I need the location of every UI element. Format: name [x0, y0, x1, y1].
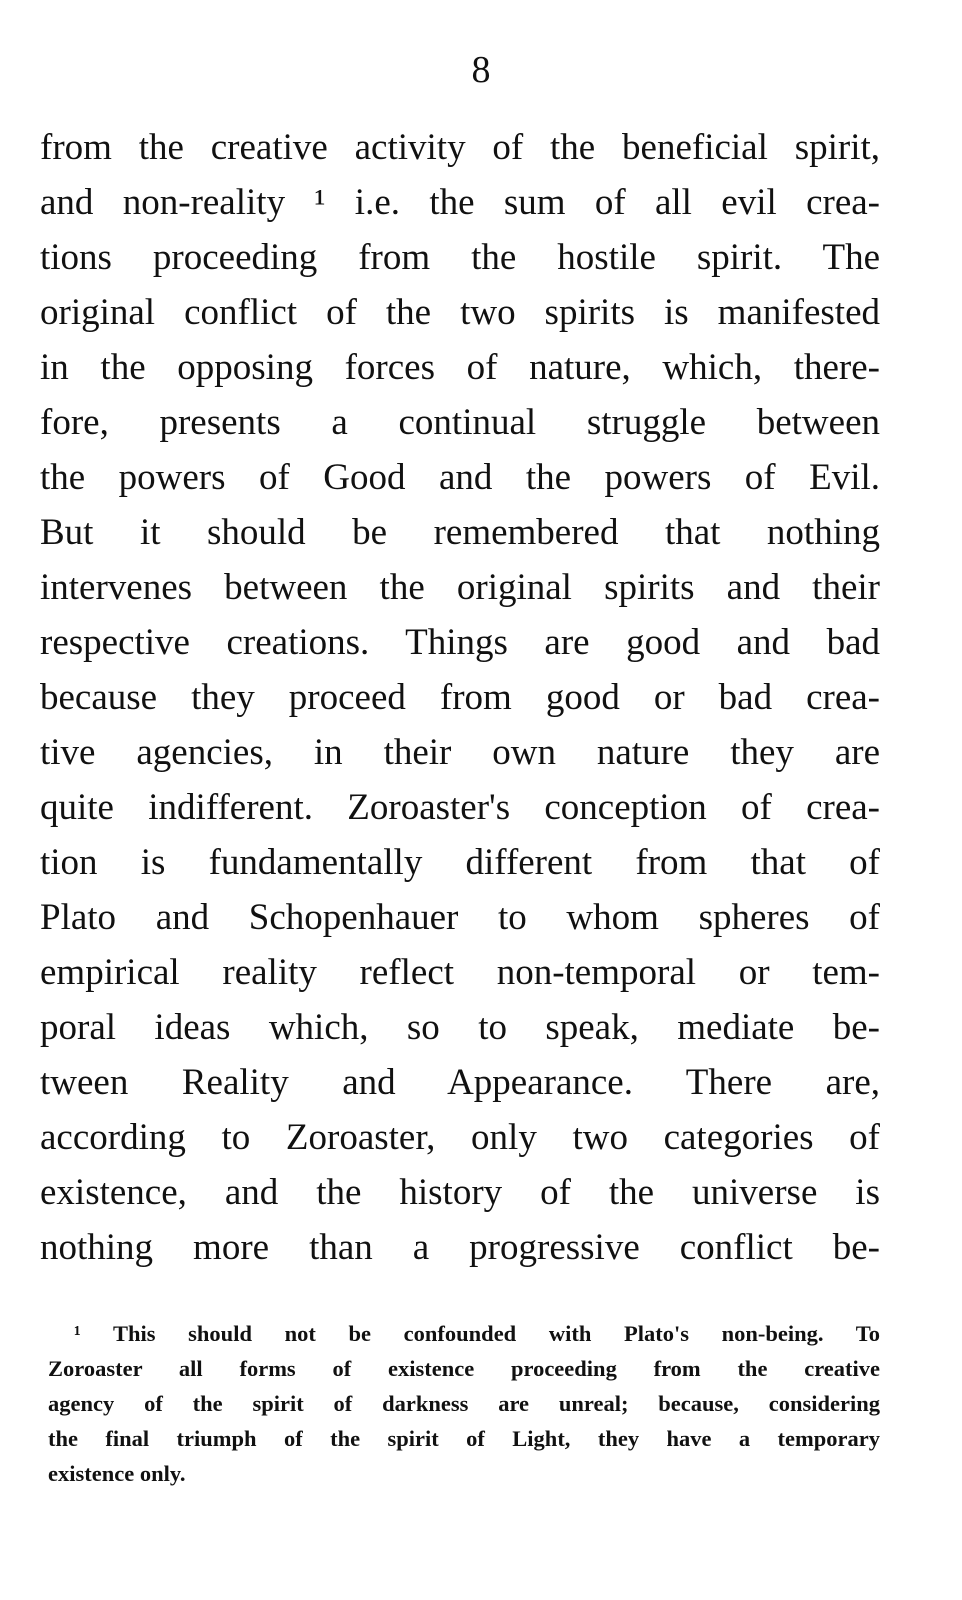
footnote-line: ¹ This should not be confounded with Plato's non-being. To: [74, 1321, 880, 1346]
text-line: respective creations. Things are good and bad: [40, 622, 880, 663]
text-line: Plato and Schopenhauer to whom spheres of: [40, 897, 880, 938]
text-line: because they proceed from good or bad crea-: [40, 677, 880, 718]
text-line: the powers of Good and the powers of Evil.: [40, 457, 880, 498]
footnote: [48, 1316, 880, 1491]
text-line: and non-reality ¹ i.e. the sum of all evil crea-: [40, 182, 880, 223]
text-line: according to Zoroaster, only two categories of: [40, 1117, 880, 1158]
page-number: 8: [471, 49, 491, 91]
text-line: from the creative activity of the beneficial spirit,: [40, 127, 880, 168]
footnote-line: existence only.: [48, 1461, 186, 1486]
text-line: poral ideas which, so to speak, mediate be-: [40, 1007, 880, 1048]
text-line: in the opposing forces of nature, which, there-: [40, 347, 880, 388]
footnote-line: the final triumph of the spirit of Light, they have a temporary: [48, 1426, 880, 1451]
text-line: tween Reality and Appearance. There are,: [40, 1062, 880, 1103]
footnote-line: Zoroaster all forms of existence proceeding from the creative: [48, 1356, 880, 1381]
text-line: But it should be remembered that nothing: [40, 512, 880, 553]
text-line: fore, presents a continual struggle between: [40, 402, 880, 443]
text-line: nothing more than a progressive conflict be-: [40, 1227, 880, 1268]
text-line: empirical reality reflect non-temporal or tem-: [40, 952, 880, 993]
text-line: tion is fundamentally different from that of: [40, 842, 880, 883]
body-paragraph: [40, 120, 880, 1275]
text-line: existence, and the history of the universe is: [40, 1172, 880, 1213]
footnote-line: agency of the spirit of darkness are unreal; because, considering: [48, 1391, 880, 1416]
text-line: intervenes between the original spirits and their: [40, 567, 880, 608]
text-line: tions proceeding from the hostile spirit. The: [40, 237, 880, 278]
text-line: tive agencies, in their own nature they are: [40, 732, 880, 773]
text-line: original conflict of the two spirits is manifested: [40, 292, 880, 333]
text-line: quite indifferent. Zoroaster's conception of crea-: [40, 787, 880, 828]
